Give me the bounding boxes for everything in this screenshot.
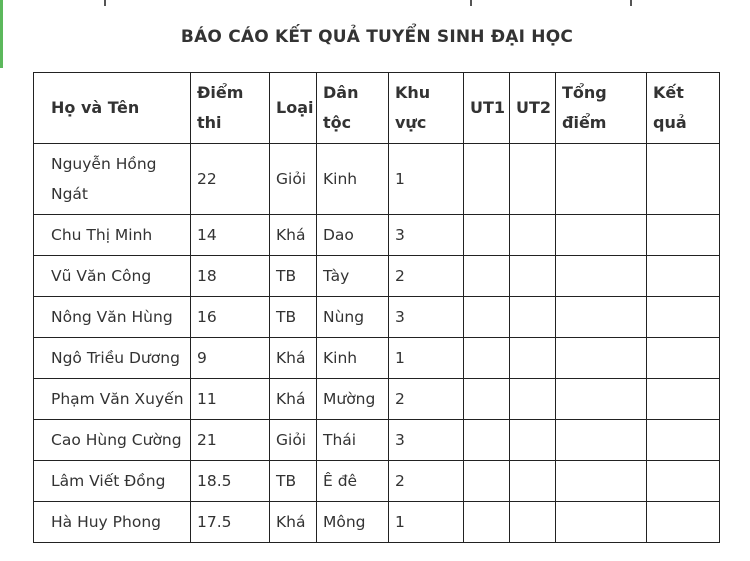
cell-ethnicity: Kinh — [317, 144, 389, 215]
table-row — [34, 256, 720, 297]
cell-ethnicity: Kinh — [317, 338, 389, 379]
cell-ethnicity: Ê đê — [317, 461, 389, 502]
cell-ut1 — [464, 297, 510, 338]
cell-region: 1 — [389, 502, 464, 543]
cell-ut2 — [510, 215, 556, 256]
cell-total — [556, 420, 647, 461]
cell-rank: Khá — [270, 338, 317, 379]
cell-ut2 — [510, 379, 556, 420]
cell-total — [556, 338, 647, 379]
cell-name: Cao Hùng Cường — [34, 420, 191, 461]
cell-region: 1 — [389, 338, 464, 379]
cell-ethnicity: Thái — [317, 420, 389, 461]
cell-ut1 — [464, 144, 510, 215]
cell-region: 2 — [389, 461, 464, 502]
cell-total — [556, 297, 647, 338]
cell-total — [556, 379, 647, 420]
cell-ethnicity: Nùng — [317, 297, 389, 338]
cell-name: Phạm Văn Xuyến — [34, 379, 191, 420]
cell-total — [556, 215, 647, 256]
clipped-previous-text — [0, 0, 750, 10]
cell-total — [556, 256, 647, 297]
cell-name: Lâm Viết Đồng — [34, 461, 191, 502]
header-score: Điểm thi — [191, 73, 270, 144]
cell-rank: Giỏi — [270, 144, 317, 215]
table-row — [34, 502, 720, 543]
table-row — [34, 420, 720, 461]
cell-score: 18.5 — [191, 461, 270, 502]
cell-region: 1 — [389, 144, 464, 215]
cell-rank: TB — [270, 256, 317, 297]
header-total: Tổng điểm — [556, 73, 647, 144]
cell-score: 11 — [191, 379, 270, 420]
cell-ut1 — [464, 420, 510, 461]
cell-result — [647, 297, 720, 338]
cell-region: 3 — [389, 297, 464, 338]
cell-name: Ngô Triều Dương — [34, 338, 191, 379]
cell-ut1 — [464, 338, 510, 379]
cell-total — [556, 144, 647, 215]
table-row — [34, 379, 720, 420]
cell-result — [647, 338, 720, 379]
cell-score: 22 — [191, 144, 270, 215]
cell-rank: Khá — [270, 215, 317, 256]
cell-score: 17.5 — [191, 502, 270, 543]
cell-ut2 — [510, 144, 556, 215]
cell-score: 18 — [191, 256, 270, 297]
cell-ut1 — [464, 256, 510, 297]
cell-region: 2 — [389, 256, 464, 297]
cell-result — [647, 215, 720, 256]
cell-result — [647, 256, 720, 297]
header-ethnicity: Dân tộc — [317, 73, 389, 144]
cell-result — [647, 144, 720, 215]
cell-ut2 — [510, 338, 556, 379]
cell-region: 3 — [389, 420, 464, 461]
admission-results-table — [33, 72, 720, 543]
cell-name: Vũ Văn Công — [34, 256, 191, 297]
cell-ethnicity: Mông — [317, 502, 389, 543]
report-title: BÁO CÁO KẾT QUẢ TUYỂN SINH ĐẠI HỌC — [180, 27, 574, 47]
header-region: Khu vực — [389, 73, 464, 144]
header-ut2: UT2 — [510, 73, 556, 144]
cell-name: Nông Văn Hùng — [34, 297, 191, 338]
cell-ethnicity: Mường — [317, 379, 389, 420]
cell-rank: Khá — [270, 502, 317, 543]
cell-total — [556, 502, 647, 543]
cell-ut1 — [464, 502, 510, 543]
cell-rank: TB — [270, 297, 317, 338]
cell-total — [556, 461, 647, 502]
cell-ethnicity: Tày — [317, 256, 389, 297]
cell-rank: TB — [270, 461, 317, 502]
cell-region: 3 — [389, 215, 464, 256]
table-header-row — [34, 73, 720, 144]
cell-ut2 — [510, 420, 556, 461]
cell-rank: Khá — [270, 379, 317, 420]
cell-ut2 — [510, 502, 556, 543]
cell-ut1 — [464, 379, 510, 420]
header-name: Họ và Tên — [34, 73, 191, 144]
cell-score: 9 — [191, 338, 270, 379]
header-rank: Loại — [270, 73, 317, 144]
cell-name: Nguyễn Hồng Ngát — [34, 144, 191, 215]
cell-ut2 — [510, 297, 556, 338]
table-row — [34, 144, 720, 215]
header-ut1: UT1 — [464, 73, 510, 144]
cell-ut1 — [464, 461, 510, 502]
table-row — [34, 338, 720, 379]
cell-result — [647, 502, 720, 543]
cell-rank: Giỏi — [270, 420, 317, 461]
cell-ethnicity: Dao — [317, 215, 389, 256]
cell-score: 14 — [191, 215, 270, 256]
cell-region: 2 — [389, 379, 464, 420]
cell-result — [647, 420, 720, 461]
cell-ut2 — [510, 461, 556, 502]
cell-score: 16 — [191, 297, 270, 338]
cell-score: 21 — [191, 420, 270, 461]
cell-name: Hà Huy Phong — [34, 502, 191, 543]
cell-ut1 — [464, 215, 510, 256]
table-row — [34, 461, 720, 502]
cell-name: Chu Thị Minh — [34, 215, 191, 256]
table-row — [34, 215, 720, 256]
cell-ut2 — [510, 256, 556, 297]
cell-result — [647, 461, 720, 502]
table-row — [34, 297, 720, 338]
cell-result — [647, 379, 720, 420]
header-result: Kết quả — [647, 73, 720, 144]
